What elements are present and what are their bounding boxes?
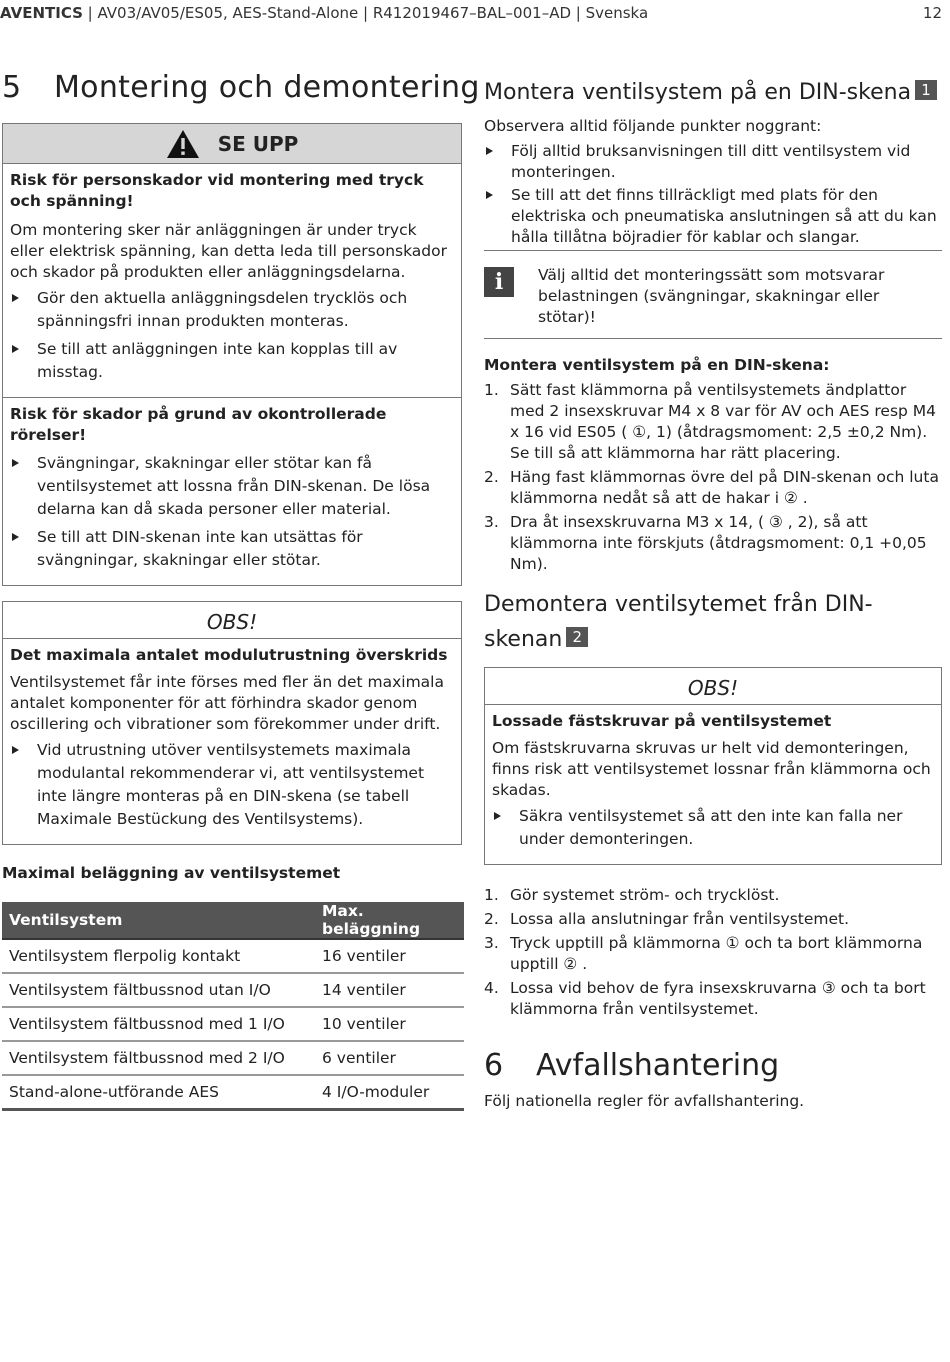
dismount-heading — [484, 587, 942, 657]
notice-title: Det maximala antalet modulutrustning överskrids — [10, 646, 448, 664]
warning-triangle-icon — [166, 129, 200, 159]
table-caption: Maximal beläggning av ventilsystemet — [2, 864, 341, 882]
caution-bullet: Se till att DIN-skenan inte kan utsättas för svängningar, skakningar eller stötar. — [10, 526, 454, 572]
bullet-triangle-icon — [486, 147, 493, 155]
bullet-triangle-icon — [12, 345, 19, 353]
bullet-triangle-icon — [12, 533, 19, 541]
mount-title: Montera ventilsystem på en DIN-skena — [484, 80, 912, 105]
notice-text: Om fästskruvarna skruvas ur helt vid demonteringen, finns risk att ventilsystemet lossnar från klämmorna och skadas. — [492, 739, 931, 799]
table-header-cell: Ventilsystem — [2, 902, 315, 939]
list-item: 3. Tryck upptill på klämmorna ① och ta bort klämmorna upptill ② . — [484, 934, 923, 973]
bullet-triangle-icon — [494, 812, 501, 820]
caution-box — [2, 123, 462, 586]
table-header-row — [2, 902, 464, 939]
list-item: 3. Dra åt insexskruvarna M3 x 14, ( ③ , 2), så att klämmorna inte förskjuts (åtdragsmoment: 0,1 +0,05 Nm). — [484, 513, 927, 573]
caution-bullet: Se till att anläggningen inte kan kopplas till av misstag. — [10, 338, 454, 384]
list-item: 1. Sätt fast klämmorna på ventilsystemets ändplattor med 2 insexskruvar M4 x 8 var för AV och AES resp M4 x 16 vid ES05 ( ①, 1) (åtdragsmoment: 2,5 ±0,2 Nm). Se till så att klämmorna har rätt placering. — [484, 381, 937, 462]
table-cell: Ventilsystem fältbussnod med 1 I/O — [2, 1007, 315, 1041]
figure-badge: 1 — [915, 80, 937, 100]
caution-title-2: Risk för skador på grund av okontrollerade rörelser! — [10, 405, 387, 444]
mount-heading — [484, 75, 942, 110]
list-item: 2. Häng fast klämmornas övre del på DIN-skenan och luta klämmorna nedåt så att de hakar i ② . — [484, 468, 939, 507]
table-row — [2, 973, 464, 1007]
table-cell: 6 ventiler — [315, 1041, 464, 1075]
notice-title: Lossade fästskruvar på ventilsystemet — [492, 712, 832, 730]
mount-bullet: Se till att det finns tillräckligt med plats för den elektriska och pneumatiska anslutningen så att du kan hålla tillåtna böjradier för kablar och slangar. — [484, 185, 942, 248]
table-cell: Ventilsystem flerpolig kontakt — [2, 939, 315, 973]
notice-box — [484, 667, 942, 865]
section-number: 6 — [484, 1048, 504, 1083]
notice-box — [2, 601, 462, 845]
bullet-triangle-icon — [12, 294, 19, 302]
brand-name: AVENTICS — [0, 4, 83, 22]
table-row — [2, 1007, 464, 1041]
table-row — [2, 1041, 464, 1075]
page-header — [0, 0, 942, 26]
table-cell: 14 ventiler — [315, 973, 464, 1007]
mount-bullet: Följ alltid bruksanvisningen till ditt ventilsystem vid monteringen. — [484, 141, 942, 183]
table-row — [2, 939, 464, 973]
caution-text-1: Om montering sker när anläggningen är under tryck eller elektrisk spänning, kan detta leda till personskador och skador på produkten eller anläggningsdelarna. — [10, 221, 447, 281]
notice-label: OBS! — [687, 676, 739, 700]
table-cell: 10 ventiler — [315, 1007, 464, 1041]
info-icon: i — [484, 267, 514, 297]
caution-bullet: Svängningar, skakningar eller stötar kan få ventilsystemet att lossna från DIN-skenan. De lösa delarna kan då skada personer eller material. — [10, 452, 454, 521]
caution-header — [3, 124, 461, 164]
table-row — [2, 1075, 464, 1110]
table-cell: Ventilsystem fältbussnod utan I/O — [2, 973, 315, 1007]
mount-steps-title: Montera ventilsystem på en DIN-skena: — [484, 356, 830, 374]
bullet-triangle-icon — [486, 191, 493, 199]
notice-label: OBS! — [206, 610, 258, 634]
list-item: 2. Lossa alla anslutningar från ventilsystemet. — [484, 910, 850, 928]
figure-badge: 2 — [566, 627, 588, 647]
caution-title-1: Risk för personskador vid montering med tryck och spänning! — [10, 171, 424, 210]
bullet-triangle-icon — [12, 746, 19, 754]
mount-intro: Observera alltid följande punkter noggrant: — [484, 117, 822, 135]
header-doc-info: | AV03/AV05/ES05, AES-Stand-Alone | R412019467–BAL–001–AD | Svenska — [82, 4, 649, 22]
list-item: 4. Lossa vid behov de fyra insexskruvarna ③ och ta bort klämmorna från ventilsystemet. — [484, 979, 926, 1018]
table-cell: 16 ventiler — [315, 939, 464, 973]
section-number: 5 — [2, 70, 22, 105]
notice-bullet: Säkra ventilsystemet så att den inte kan falla ner under demonteringen. — [492, 805, 934, 851]
page-number: 12 — [922, 4, 942, 22]
section-6-text: Följ nationella regler för avfallshantering. — [484, 1092, 805, 1110]
info-note — [484, 250, 942, 339]
caution-bullet: Gör den aktuella anläggningsdelen trycklös och spänningsfri innan produkten monteras. — [10, 287, 454, 333]
info-text: Välj alltid det monteringssätt som motsvarar belastningen (svängningar, skakningar eller stötar)! — [538, 266, 885, 326]
section-title: Montering och demontering — [54, 70, 480, 105]
notice-text: Ventilsystemet får inte förses med fler än det maximala antalet komponenter för att förhindra skador genom oscillering och vibrationer som förekommer under drift. — [10, 673, 444, 733]
dismount-title: Demontera ventilsytemet från DIN-skenan — [484, 592, 873, 652]
right-column — [484, 75, 942, 1112]
list-item: 1. Gör systemet ström- och trycklöst. — [484, 886, 780, 904]
section-6-heading — [484, 1048, 942, 1083]
bullet-triangle-icon — [12, 459, 19, 467]
table-header-cell: Max. beläggning — [315, 902, 464, 939]
caution-label: SE UPP — [217, 131, 299, 156]
left-column — [2, 70, 480, 1111]
mount-steps — [484, 380, 942, 575]
section-5-heading — [2, 70, 480, 105]
capacity-table — [2, 902, 464, 1111]
section-title: Avfallshantering — [536, 1048, 780, 1083]
notice-bullet: Vid utrustning utöver ventilsystemets maximala modulantal rekommenderar vi, att ventilsystemet inte längre monteras på en DIN-skena (se tabell Maximale Bestückung des Ventilsystems). — [10, 739, 454, 831]
table-cell: Stand-alone-utförande AES — [2, 1075, 315, 1110]
table-cell: 4 I/O-moduler — [315, 1075, 464, 1110]
dismount-steps — [484, 885, 942, 1020]
table-cell: Ventilsystem fältbussnod med 2 I/O — [2, 1041, 315, 1075]
